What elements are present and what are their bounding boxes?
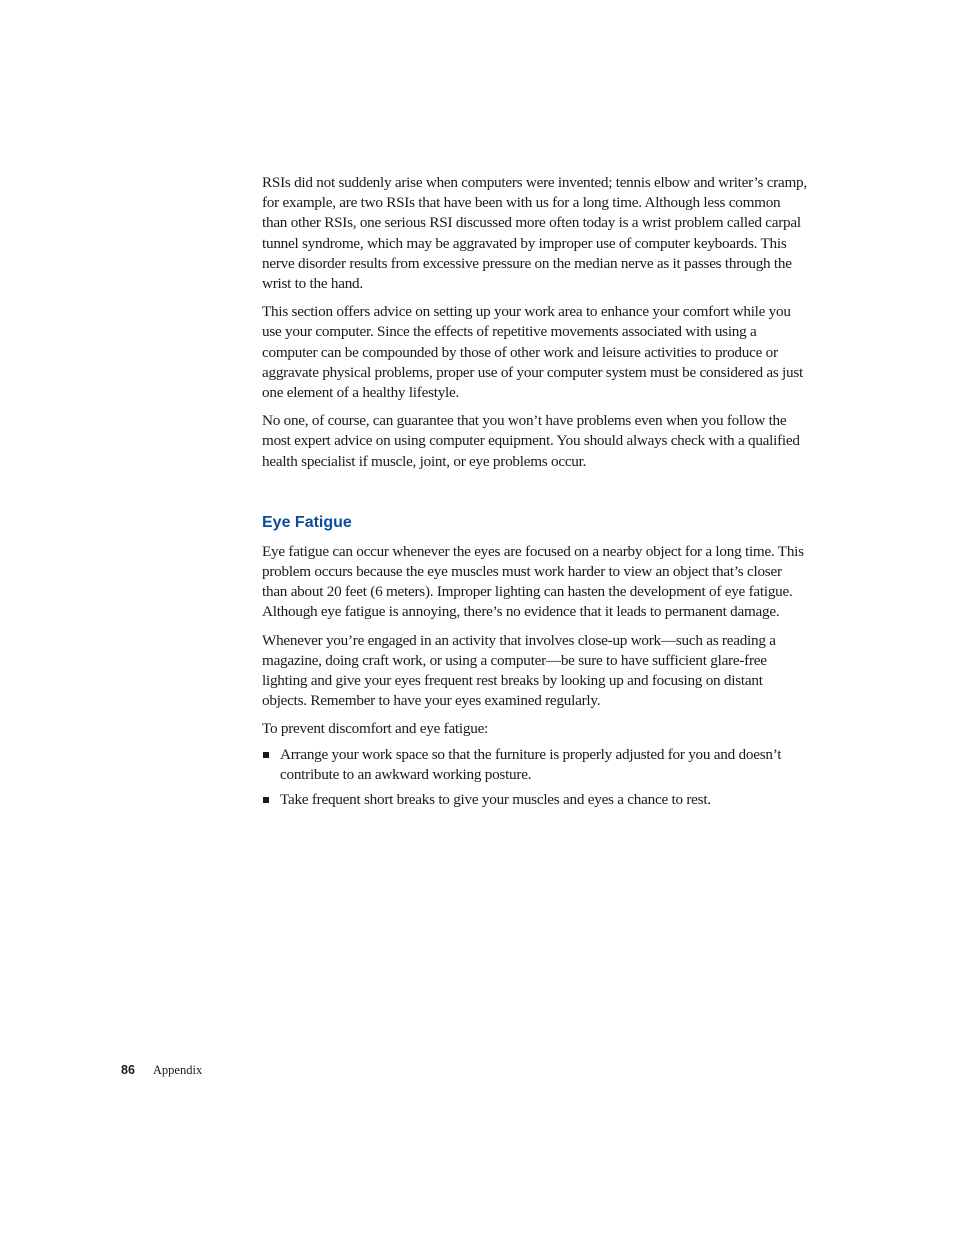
paragraph-work-area-advice: This section offers advice on setting up your work area to enhance your comfort while you use your computer. Since the effects of repetitive movements associated with using a computer can be compounded by those of other work and leisure activities to produce or aggravate physical problems, proper use of your computer system must be considered as just one element of a healthy lifestyle. — [262, 303, 803, 402]
list-item-text: Take frequent short breaks to give your muscles and eyes a chance to rest. — [280, 791, 711, 809]
list-item — [262, 745, 807, 785]
square-bullet-icon — [263, 797, 269, 803]
section-heading-eye-fatigue: Eye Fatigue — [262, 513, 352, 531]
page-number: 86 — [121, 1063, 135, 1077]
paragraph-prevent-intro: To prevent discomfort and eye fatigue: — [262, 720, 489, 738]
paragraph-eye-fatigue-cause: Eye fatigue can occur whenever the eyes are focused on a nearby object for a long time. This problem occurs because the eye muscles must work harder to view an object that’s closer than about 20 feet (6 meters). Improper lighting can hasten the development of eye fatigue. Although eye fatigue is annoying, there’s no evidence that it leads to permanent damage. — [262, 542, 804, 621]
list-item-text: Arrange your work space so that the furniture is properly adjusted for you and doesn’t contribute to an awkward working posture. — [280, 745, 782, 783]
paragraph-no-guarantee: No one, of course, can guarantee that you won’t have problems even when you follow the most expert advice on using computer equipment. You should always check with a qualified health specialist if muscle, joint, or eye problems occur. — [262, 412, 800, 470]
square-bullet-icon — [263, 752, 269, 758]
page-content — [262, 173, 807, 815]
paragraph-rsi-history: RSIs did not suddenly arise when computers were invented; tennis elbow and writer’s cramp, for example, are two RSIs that have been with us for a long time. Although less common than other RSIs, one serious RSI discussed more often today is a wrist problem called carpal tunnel syndrome, which may be aggravated by improper use of computer keyboards. This nerve disorder results from excessive pressure on the median nerve as it passes through the wrist to the hand. — [262, 174, 807, 293]
prevention-list — [262, 745, 807, 811]
footer-section-name: Appendix — [152, 1063, 203, 1077]
list-item — [262, 790, 807, 810]
page-footer — [121, 1063, 202, 1078]
paragraph-close-up-work: Whenever you’re engaged in an activity that involves close-up work—such as reading a magazine, doing craft work, or using a computer—be sure to have sufficient glare-free lighting and give your eyes frequent rest breaks by looking up and focusing on distant objects. Remember to have your eyes examined regularly. — [262, 631, 776, 710]
